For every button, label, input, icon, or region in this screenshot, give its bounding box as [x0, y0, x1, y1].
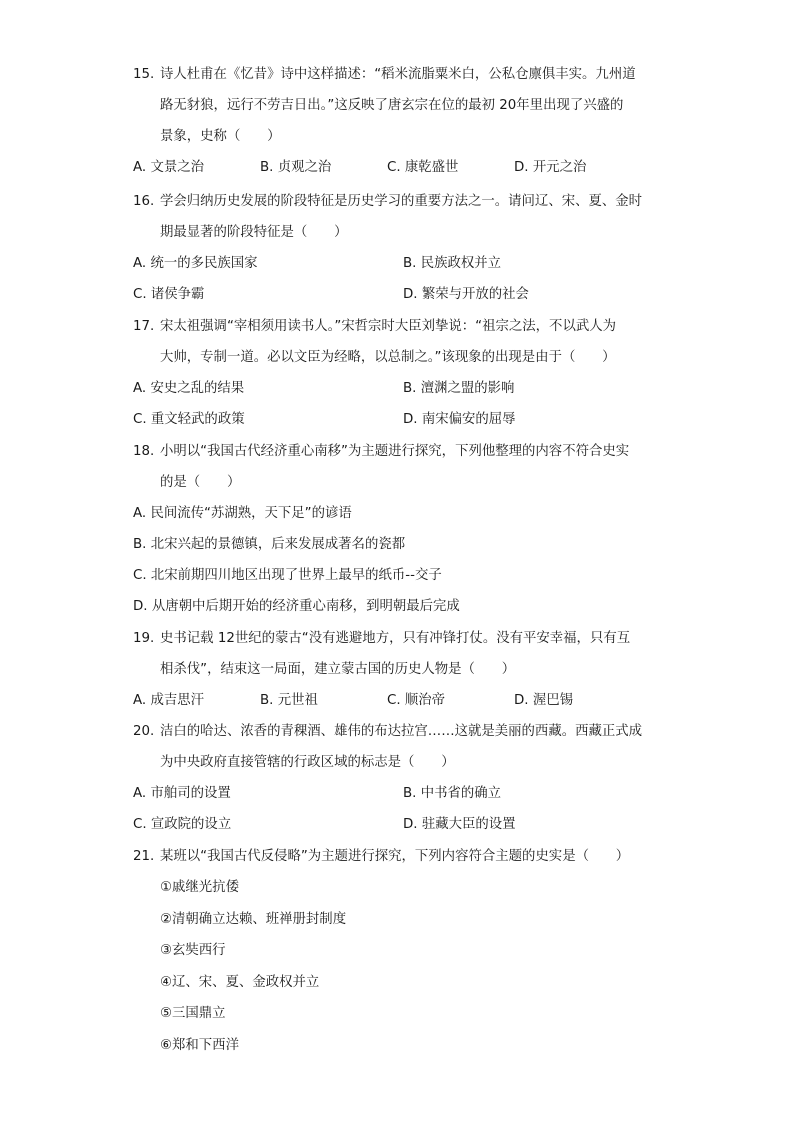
option-d: D. 从唐朝中后期开始的经济重心南移，到明朝最后完成 [133, 599, 460, 614]
question-stem-line: 期最显著的阶段特征是（ ） [160, 225, 348, 240]
option-d: D. 渥巴锡 [514, 693, 573, 708]
option-b: B. 中书省的确立 [403, 786, 502, 801]
option-c: C. 北宋前期四川地区出现了世界上最早的纸币--交子 [133, 568, 442, 583]
option-b: B. 贞观之治 [260, 160, 332, 175]
options-row [133, 404, 673, 435]
option-c: C. 顺治帝 [387, 693, 446, 708]
question-stem-line: 为中央政府直接管辖的行政区域的标志是（ ） [160, 755, 455, 770]
question-number: 15. [133, 67, 155, 82]
question-number: 18. [133, 444, 155, 459]
question-stem-line: 相杀伐”，结束这一局面，建立蒙古国的历史人物是（ ） [160, 662, 516, 677]
question-21 [133, 841, 673, 1061]
question-number: 16. [133, 194, 155, 209]
statement-list [133, 872, 673, 1061]
question-16 [133, 186, 673, 310]
question-stem-line: 某班以“我国古代反侵略”为主题进行探究，下列内容符合主题的史实是（ ） [160, 849, 630, 864]
options-row [133, 248, 673, 279]
option-d: D. 驻藏大臣的设置 [403, 817, 516, 832]
question-stem-line: 大帅，专制一道。必以文臣为经略，以总制之。”该现象的出现是由于（ ） [160, 350, 616, 365]
option-b: B. 民族政权并立 [403, 256, 502, 271]
question-stem-line: 小明以“我国古代经济重心南移”为主题进行探究，下列他整理的内容不符合史实 [160, 444, 630, 459]
question-stem-line: 路无豺狼，远行不劳吉日出。”这反映了唐玄宗在位的最初 20年里出现了兴盛的 [160, 98, 624, 113]
question-stem-line: 洁白的哈达、浓香的青稞酒、雄伟的布达拉宫……这就是美丽的西藏。西藏正式成 [160, 724, 643, 739]
question-15 [133, 59, 673, 183]
question-stem-line: 宋太祖强调“宰相须用读书人。”宋哲宗时大臣刘挚说：“祖宗之法，不以武人为 [160, 319, 616, 334]
question-stem-line: 学会归纳历史发展的阶段特征是历史学习的重要方法之一。请问辽、宋、夏、金时 [160, 194, 643, 209]
statement-item: ③玄奘西行 [160, 943, 226, 958]
statement-item: ①戚继光抗倭 [160, 880, 239, 895]
statement-item: ④辽、宋、夏、金政权并立 [160, 974, 320, 990]
question-number: 17. [133, 319, 155, 334]
option-b: B. 北宋兴起的景德镇，后来发展成著名的瓷都 [133, 537, 406, 552]
option-a: A. 市舶司的设置 [133, 786, 231, 801]
question-stem-line: 的是（ ） [160, 475, 241, 490]
option-c: C. 宣政院的设立 [133, 817, 232, 832]
option-a: A. 民间流传“苏湖熟，天下足”的谚语 [133, 506, 352, 521]
option-a: A. 文景之治 [133, 160, 204, 175]
option-b: B. 澶渊之盟的影响 [403, 381, 515, 396]
option-d: D. 南宋偏安的屈辱 [403, 412, 516, 427]
question-19 [133, 623, 673, 716]
question-number: 21. [133, 849, 155, 864]
option-c: C. 诸侯争霸 [133, 287, 205, 302]
question-number: 19. [133, 631, 155, 646]
option-a: A. 统一的多民族国家 [133, 256, 258, 271]
question-18 [133, 436, 673, 622]
options-row [133, 778, 673, 809]
options-row [133, 373, 673, 404]
option-a: A. 安史之乱的结果 [133, 381, 245, 396]
statement-item: ⑤三国鼎立 [160, 1006, 226, 1021]
question-20 [133, 716, 673, 840]
option-d: D. 开元之治 [514, 160, 587, 175]
statement-item: ②清朝确立达赖、班禅册封制度 [160, 911, 347, 927]
question-stem-line: 诗人杜甫在《忆昔》诗中这样描述：“稻米流脂粟米白，公私仓廪俱丰实。九州道 [160, 67, 636, 82]
options-row [133, 152, 673, 183]
option-b: B. 元世祖 [260, 693, 318, 708]
question-number: 20. [133, 724, 155, 739]
question-stem-line: 景象，史称（ ） [160, 129, 281, 144]
options-row [133, 279, 673, 310]
option-c: C. 重文轻武的政策 [133, 412, 245, 427]
question-stem-line: 史书记载 12世纪的蒙古“没有逃避地方，只有冲锋打仗。没有平安幸福，只有互 [160, 631, 631, 646]
option-d: D. 繁荣与开放的社会 [403, 287, 529, 302]
question-17 [133, 311, 673, 435]
options-row [133, 685, 673, 716]
options-row [133, 809, 673, 840]
option-c: C. 康乾盛世 [387, 160, 459, 175]
statement-item: ⑥郑和下西洋 [160, 1037, 239, 1053]
option-a: A. 成吉思汗 [133, 693, 204, 708]
